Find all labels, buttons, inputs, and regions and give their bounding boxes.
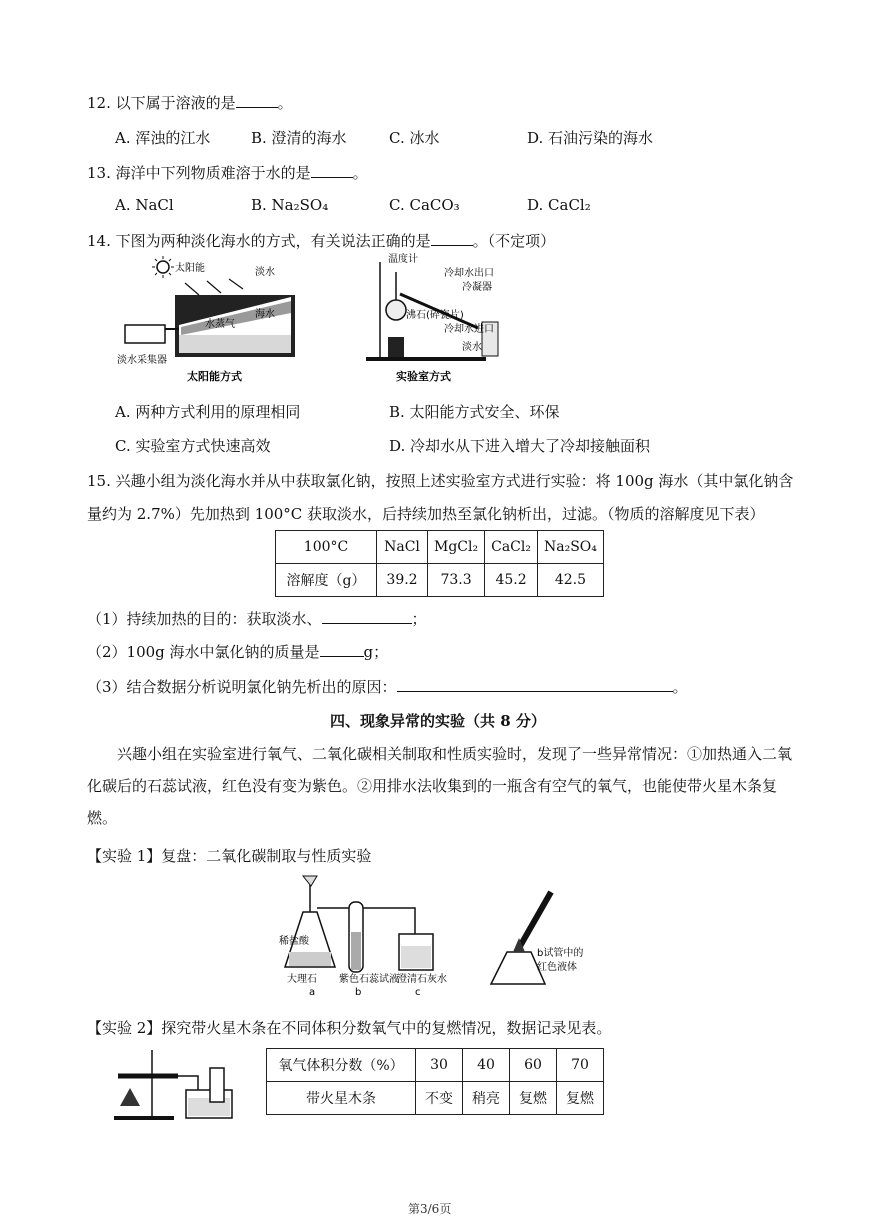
table-cell: 复燃 (510, 1082, 557, 1115)
solar-label-fresh-water: 淡水 (255, 267, 275, 278)
q12-option-c: C. 冰水 (389, 129, 440, 147)
table-cell: 39.2 (377, 564, 428, 597)
table-cell: 复燃 (557, 1082, 604, 1115)
section-title: 四、现象异常的实验（共 8 分） (330, 712, 546, 730)
exp1-letter-b: b (355, 987, 362, 998)
exp1-label-red-liquid: 红色液体 (537, 962, 577, 973)
test-tube-b (349, 902, 363, 972)
exp1-label-hcl: 稀盐酸 (279, 936, 309, 947)
sun-icon (152, 256, 174, 278)
table-cell: 100°C (276, 531, 377, 564)
table-cell: 不变 (416, 1082, 463, 1115)
table-row (267, 1082, 604, 1115)
q12-option-b: B. 澄清的海水 (251, 129, 347, 147)
exp2-heading: 【实验 2】探究带火星木条在不同体积分数氧气中的复燃情况，数据记录见表。 (87, 1019, 612, 1037)
q14-stem: 14. 下图为两种淡化海水的方式，有关说法正确的是 。（不定项） (87, 232, 556, 250)
solar-caption: 太阳能方式 (187, 370, 242, 383)
solar-label-sun: 太阳能 (175, 263, 205, 274)
q15-sub3: （3）结合数据分析说明氯化钠先析出的原因： 。 (87, 678, 688, 696)
solar-desalination-figure (115, 255, 315, 385)
lab-label-water-out: 冷却水出口 (444, 268, 494, 279)
solubility-table (275, 530, 604, 597)
table-row (276, 564, 604, 597)
fresh-water-collector (125, 325, 165, 343)
q13-option-b: B. Na₂SO₄ (251, 196, 329, 214)
q15-sub2-blank[interactable] (320, 642, 364, 657)
table-header-row (267, 1049, 604, 1082)
table-cell: 溶解度（g） (276, 564, 377, 597)
lab-label-boiling-chips: 沸石(碎瓷片) (406, 310, 464, 321)
lab-label-thermometer: 温度计 (388, 254, 418, 265)
exp1-label-marble: 大理石 (287, 974, 317, 985)
q15-sub3-blank[interactable] (397, 677, 673, 692)
q12-stem: 12. 以下属于溶液的是 。 (87, 94, 293, 112)
table-cell: 42.5 (537, 564, 603, 597)
table-cell: 30 (416, 1049, 463, 1082)
lab-label-fresh-water: 淡水 (462, 342, 482, 353)
q15-sub2: （2）100g 海水中氯化钠的质量是 g； (87, 643, 389, 661)
exp1-label-tube-b: b试管中的 (537, 948, 584, 959)
q13-option-d: D. CaCl₂ (527, 196, 591, 214)
table-cell: 40 (463, 1049, 510, 1082)
gas-jar (210, 1068, 224, 1102)
table-cell: 带火星木条 (267, 1082, 416, 1115)
q13-option-c: C. CaCO₃ (389, 196, 460, 214)
oxygen-table (266, 1048, 604, 1115)
beaker-c (399, 934, 433, 970)
q13-stem: 13. 海洋中下列物质难溶于水的是 。 (87, 164, 368, 182)
table-header-row (276, 531, 604, 564)
table-cell: CaCl₂ (485, 531, 538, 564)
q14-option-c: C. 实验室方式快速高效 (115, 437, 271, 455)
q15-sub1: （1）持续加热的目的：获取淡水、 ； (87, 610, 427, 628)
oxygen-collection-figure (108, 1046, 238, 1126)
flask-a (285, 876, 335, 967)
table-cell: 60 (510, 1049, 557, 1082)
q12-answer-blank[interactable] (236, 93, 278, 108)
solar-label-collector: 淡水采集器 (117, 355, 167, 366)
page-number: 第3/6页 (408, 1202, 452, 1216)
table-cell: NaCl (377, 531, 428, 564)
lab-label-condenser: 冷凝器 (462, 282, 492, 293)
table-cell: 70 (557, 1049, 604, 1082)
lab-label-water-in: 冷却水进口 (444, 324, 494, 335)
lab-distillation-figure (358, 252, 518, 387)
table-cell: MgCl₂ (428, 531, 485, 564)
burner-icon (388, 337, 404, 357)
exp1-letter-a: a (309, 987, 316, 998)
table-cell: Na₂SO₄ (537, 531, 603, 564)
q14-option-b: B. 太阳能方式安全、环保 (389, 403, 560, 421)
q12-option-a: A. 浑浊的江水 (115, 129, 211, 147)
co2-apparatus-figure (275, 872, 615, 1000)
solar-label-vapor: 水蒸气 (205, 319, 235, 330)
burner-icon (120, 1088, 140, 1106)
q13-option-a: A. NaCl (115, 196, 174, 214)
lab-caption: 实验室方式 (396, 370, 451, 383)
exp1-heading: 【实验 1】复盘：二氧化碳制取与性质实验 (87, 847, 372, 865)
table-cell: 45.2 (485, 564, 538, 597)
distilling-flask (386, 300, 406, 320)
q15-line2: 量约为 2.7%）先加热到 100°C 获取淡水，后持续加热至氯化钠析出，过滤。（物质的溶解度见下表） (87, 505, 765, 523)
exp1-letter-c: c (415, 987, 421, 998)
q15-line1: 15. 兴趣小组为淡化海水并从中获取氯化钠，按照上述实验室方式进行实验：将 100g 海水（其中氯化钠含 (87, 472, 794, 490)
q14-option-d: D. 冷却水从下进入增大了冷却接触面积 (389, 437, 651, 455)
table-cell: 氧气体积分数（%） (267, 1049, 416, 1082)
exp1-label-litmus: 紫色石蕊试液 (339, 974, 399, 985)
q12-option-d: D. 石油污染的海水 (527, 129, 654, 147)
solar-label-seawater: 海水 (255, 309, 275, 320)
section-intro: 兴趣小组在实验室进行氧气、二氧化碳相关制取和性质实验时，发现了一些异常情况：①加热通入二氧化碳后的石蕊试液，红色没有变为紫色。②用排水法收集到的一瓶含有空气的氧气，也能使带火星木条复燃。 (87, 745, 793, 827)
q14-answer-blank[interactable] (431, 231, 473, 246)
q15-sub1-blank[interactable] (322, 609, 412, 624)
table-cell: 稍亮 (463, 1082, 510, 1115)
q14-option-a: A. 两种方式利用的原理相同 (115, 403, 301, 421)
exp1-label-limewater: 澄清石灰水 (397, 974, 447, 985)
table-cell: 73.3 (428, 564, 485, 597)
q13-answer-blank[interactable] (311, 163, 353, 178)
